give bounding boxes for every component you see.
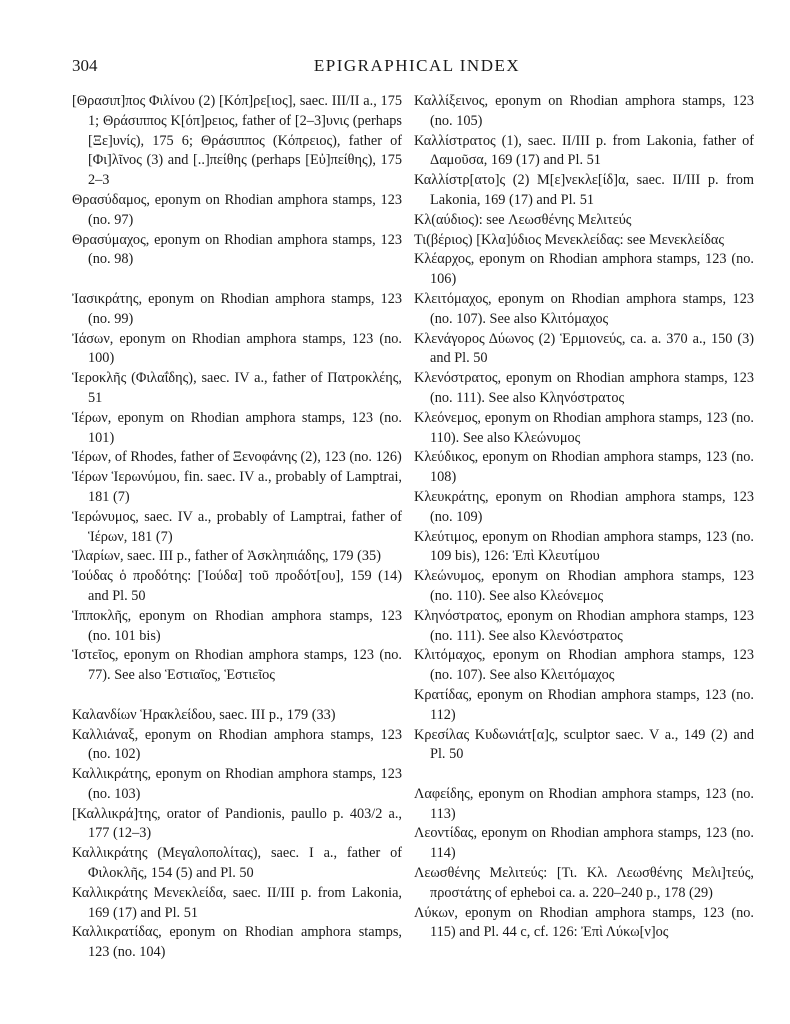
index-entry: Ἱέρων, eponym on Rhodian amphora stamps, 123 (no. 101) [72,409,402,446]
section-spacer [72,270,402,290]
index-entry: Κλενόστρατος, eponym on Rhodian amphora stamps, 123 (no. 111). See also Κληνόστρατος [414,370,754,406]
page-header [72,56,762,80]
index-entry: Κλευκράτης, eponym on Rhodian amphora stamps, 123 (no. 109) [414,488,754,525]
index-entry: Κλεύδικος, eponym on Rhodian amphora stamps, 123 (no. 108) [414,449,754,486]
page-number: 304 [72,56,98,75]
index-entry: Θρασύδαμος, eponym on Rhodian amphora stamps, 123 (no. 97) [72,191,402,228]
index-entry: Ἱεροκλῆς (Φιλαΐδης), saec. IV a., father of Πατροκλέης, 51 [72,370,402,406]
index-entry: Λεοντίδας, eponym on Rhodian amphora stamps, 123 (no. 114) [414,825,754,862]
index-entry: Κλεύτιμος, eponym on Rhodian amphora stamps, 123 (no. 109 bis), 126: Ἐπὶ Κλευτίμου [414,528,754,565]
index-entry: Κλεόνεμος, eponym on Rhodian amphora stamps, 123 (no. 110). See also Κλεώνυμος [414,409,754,446]
index-entry: Καλανδίων Ἡρακλείδου, saec. III p., 179 (33) [72,706,336,723]
index-entry: Ἱερώνυμος, saec. IV a., probably of Lamptrai, father of Ἱέρων, 181 (7) [72,508,402,545]
index-entry: Ἱέρων, of Rhodes, father of Ξενοφάνης (2), 123 (no. 126) [72,449,402,466]
index-entry: Ἱέρων Ἱερωνύμου, fin. saec. IV a., probably of Lamptrai, 181 (7) [72,469,402,505]
running-title: EPIGRAPHICAL INDEX [313,56,521,75]
section-spacer [72,686,402,706]
index-entry: Λεωσθένης Μελιτεύς: [Τι. Κλ. Λεωσθένης Μελι]τεύς, προστάτης of epheboi ca. a. 220–240 p., 178 (29) [414,865,754,901]
index-entry: Καλλικράτης (Μεγαλοπολίτας), saec. I a., father of Φιλοκλῆς, 154 (5) and Pl. 50 [72,845,402,882]
section-spacer [414,765,754,785]
index-entry: Καλλικράτης, eponym on Rhodian amphora stamps, 123 (no. 103) [72,766,402,802]
index-entry: Καλλίστρ[ατο]ς (2) Μ[ε]νεκλε[ίδ]α, saec. II/III p. from Lakonia, 169 (17) and Pl. 51 [414,172,754,208]
index-entry: Λύκων, eponym on Rhodian amphora stamps, 123 (no. 115) and Pl. 44 c, cf. 126: Ἐπὶ Λύκω[ν]ος [414,904,754,941]
index-entry: Ἱλαρίων, saec. III p., father of Ἀσκληπιάδης, 179 (35) [72,548,381,565]
left-index-column [72,92,402,963]
index-entry: Ἱπποκλῆς, eponym on Rhodian amphora stamps, 123 (no. 101 bis) [72,607,402,644]
index-entry: Κλιτόμαχος, eponym on Rhodian amphora stamps, 123 (no. 107). See also Κλειτόμαχος [414,647,754,684]
index-entry: Τι(βέριος) [Κλα]ύδιος Μενεκλείδας: see Μενεκλείδας [414,231,725,248]
index-entry: Κληνόστρατος, eponym on Rhodian amphora stamps, 123 (no. 111). See also Κλενόστρατος [414,607,754,644]
index-entry: Ἰάσων, eponym on Rhodian amphora stamps, 123 (no. 100) [72,330,402,367]
index-entry: Καλλικρατίδας, eponym on Rhodian amphora stamps, 123 (no. 104) [72,924,402,961]
index-entry: Ἱστεῖος, eponym on Rhodian amphora stamps, 123 (no. 77). See also Ἑστιαῖος, Ἑστιεῖος [72,647,402,684]
index-entry: [Καλλικρά]της, orator of Pandionis, paullo p. 403/2 a., 177 (12–3) [72,805,402,842]
index-entry: Κρεσίλας Κυδωνιάτ[α]ς, sculptor saec. V a., 149 (2) and Pl. 50 [414,726,754,763]
index-entry: Καλλίξεινος, eponym on Rhodian amphora stamps, 123 (no. 105) [414,93,754,129]
index-entry: Κλεώνυμος, eponym on Rhodian amphora stamps, 123 (no. 110). See also Κλεόνεμος [414,568,754,604]
index-entry: Κλειτόμαχος, eponym on Rhodian amphora stamps, 123 (no. 107). See also Κλιτόμαχος [414,290,754,327]
index-entry: Καλλιάναξ, eponym on Rhodian amphora stamps, 123 (no. 102) [72,726,402,763]
index-entry: Ἰούδας ὁ προδότης: [Ἰούδα] τοῦ προδότ[ου], 159 (14) and Pl. 50 [72,568,402,604]
index-entry: Λαφείδης, eponym on Rhodian amphora stamps, 123 (no. 113) [414,785,754,822]
index-entry: Κλ(αύδιος): see Λεωσθένης Μελιτεύς [414,211,632,228]
index-entry: Ἰασικράτης, eponym on Rhodian amphora stamps, 123 (no. 99) [72,290,402,327]
index-entry: Καλλικράτης Μενεκλείδα, saec. II/III p. from Lakonia, 169 (17) and Pl. 51 [72,884,402,921]
index-entry: Κλενάγορος Δύωνος (2) Ἑρμιονεύς, ca. a. 370 a., 150 (3) and Pl. 50 [414,330,754,367]
index-entry: Θρασύμαχος, eponym on Rhodian amphora stamps, 123 (no. 98) [72,231,402,268]
index-entry: Κλέαρχος, eponym on Rhodian amphora stamps, 123 (no. 106) [414,251,754,288]
index-entry: Κρατίδας, eponym on Rhodian amphora stamps, 123 (no. 112) [414,686,754,723]
index-entry: [Θρασιπ]πος Φιλίνου (2) [Κόπ]ρε[ιος], saec. III/II a., 175 1; Θράσιππος Κ[όπ]ρειος, father of [2–3]υνις (perhaps [Ξε]υνίς), 175 6; Θράσιππος (Κόπρειος), father of [Φι]λῖνος (3) and [..]πείθης (perhaps [Εὐ]πείθης), 175 2–3 [72,93,402,189]
right-index-column [414,92,754,943]
index-entry: Καλλίστρατος (1), saec. II/III p. from Lakonia, father of Δαμοῦσα, 169 (17) and Pl. 51 [414,132,754,169]
